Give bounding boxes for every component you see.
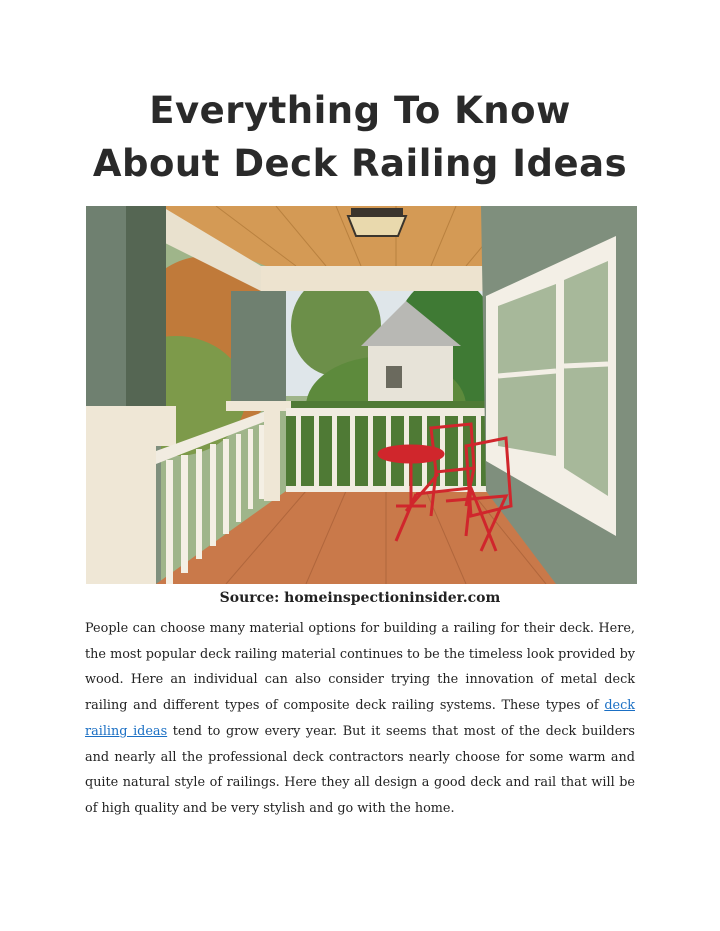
paragraph-text-after-link: tend to grow every year. But it seems that most of the deck builders and nearly all the professional deck contractors nearly choose for some warm and quite natural style of railings. Here they all design a good deck and rail that will be of high quality and be very stylish and go with the home. [85, 723, 635, 816]
paragraph-text-before-link: People can choose many material options for building a railing for their deck. Here, the most popular deck railing material continues to be the timeless look provided by wood. Here an individual can also consider trying the innovation of metal deck railing and different types of composite deck railing systems. These types of [85, 621, 635, 714]
image-caption: Source: homeinspectioninsider.com [219, 590, 501, 606]
title-line-1: Everything To Know [149, 89, 571, 132]
deck-railing-ideas-link[interactable]: deck railing ideas [85, 698, 635, 739]
title-line-2: About Deck Railing Ideas [92, 142, 628, 185]
page-title [0, 84, 720, 190]
porch-photo [86, 206, 637, 584]
article-paragraph [85, 616, 635, 822]
porch-photo-illustration [86, 206, 637, 584]
